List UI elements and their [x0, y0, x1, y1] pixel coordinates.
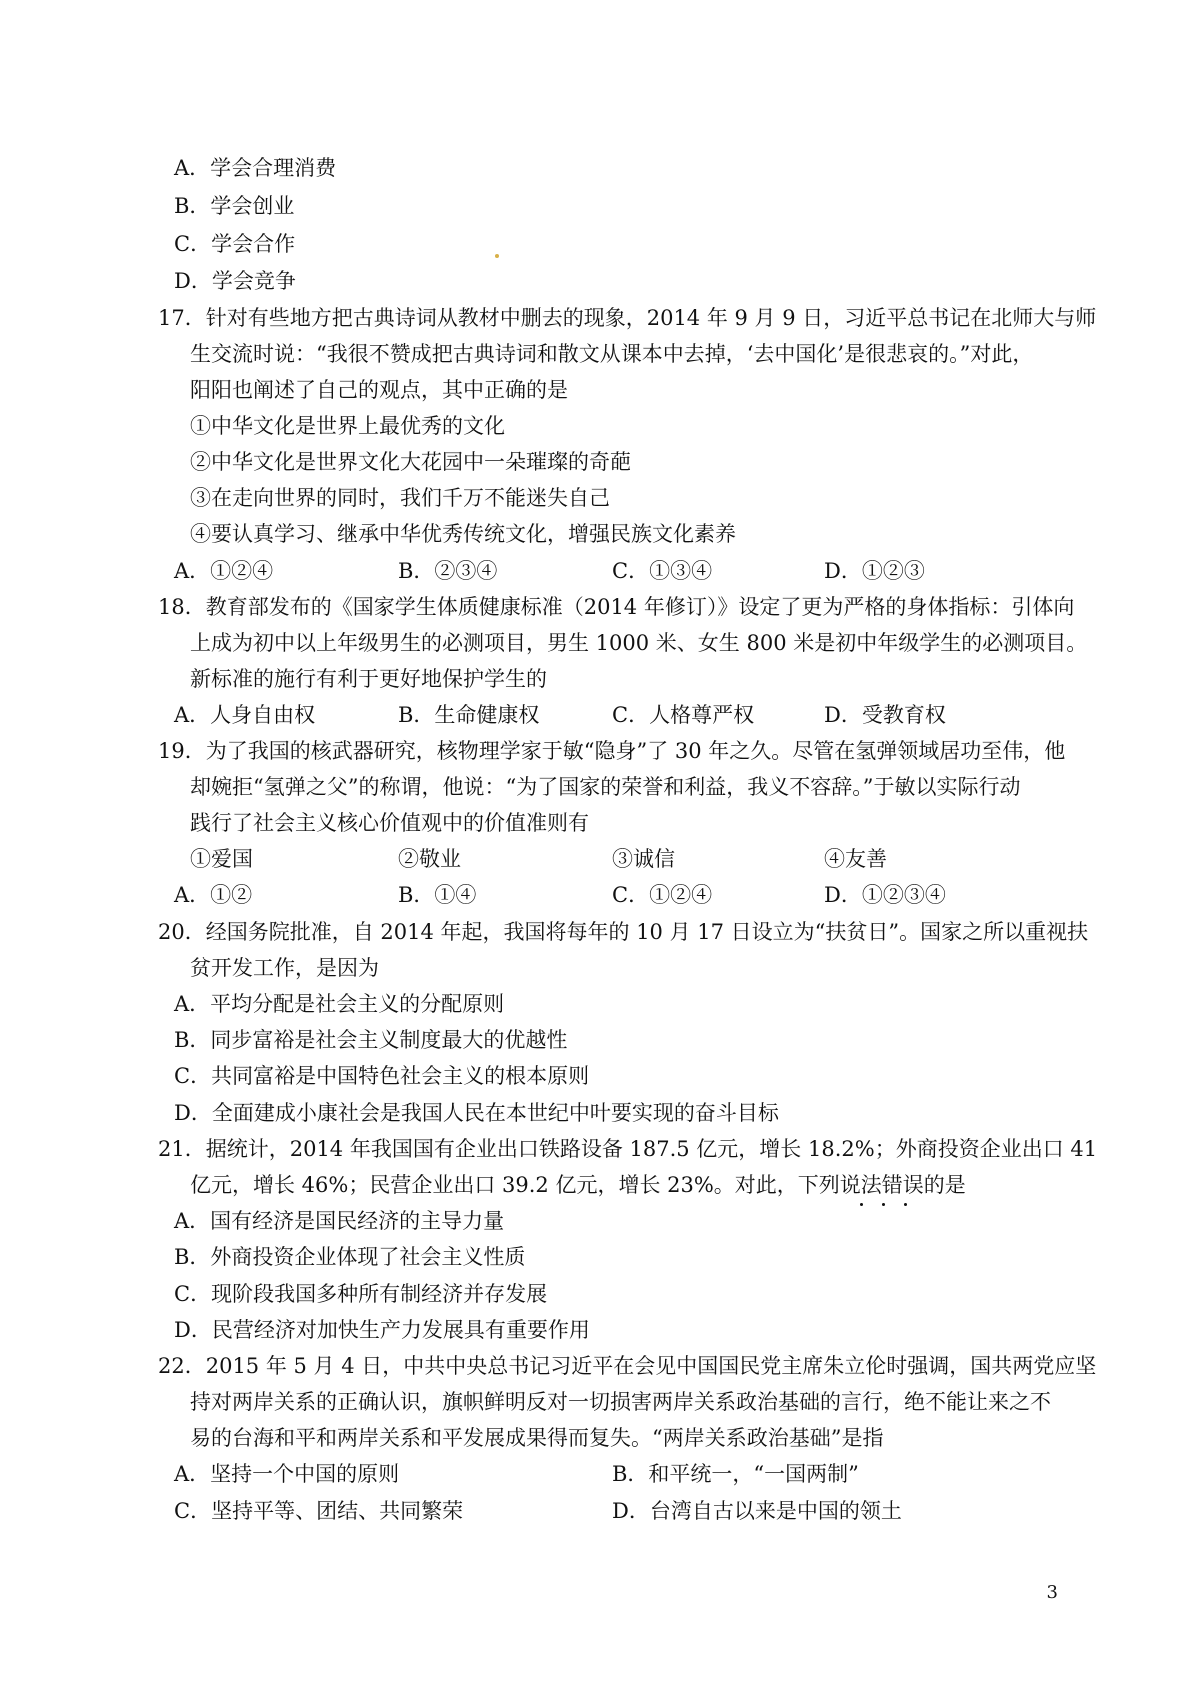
q22-option-b: B．和平统一，“一国两制” — [612, 1462, 859, 1486]
emphasis-dot — [904, 1203, 907, 1206]
q19-option-c: C．①②④ — [612, 883, 713, 907]
q22-text-line-3: 易的台海和平和两岸关系和平发展成果得而复失。“两岸关系政治基础”是指 — [190, 1426, 884, 1450]
q19-option-d: D．①②③④ — [824, 883, 946, 907]
q21-option-c: C．现阶段我国多种所有制经济并存发展 — [174, 1282, 548, 1306]
q18-text-line-1: 18．教育部发布的《国家学生体质健康标准（2014 年修订）》设定了更为严格的身体指标：引体向 — [158, 595, 1075, 619]
q22-option-d: D．台湾自古以来是中国的领土 — [612, 1499, 902, 1523]
q19-text-line-2: 却婉拒“氢弹之父”的称谓，他说：“为了国家的荣誉和利益，我义不容辞。”于敏以实际行动 — [190, 775, 1021, 799]
q20-text-line-2: 贫开发工作，是因为 — [190, 956, 379, 980]
q16-option-d: D．学会竞争 — [174, 269, 296, 293]
q21-option-a: A．国有经济是国民经济的主导力量 — [174, 1209, 505, 1233]
q19-option-b: B．①④ — [398, 883, 477, 907]
q21-text-line-1: 21．据统计，2014 年我国国有企业出口铁路设备 187.5 亿元，增长 18.2%；外商投资企业出口 41 — [158, 1137, 1098, 1161]
q16-option-b: B．学会创业 — [174, 194, 295, 218]
q20-option-b: B．同步富裕是社会主义制度最大的优越性 — [174, 1028, 568, 1052]
speck-mark — [495, 254, 499, 258]
q21-option-d: D．民营经济对加快生产力发展具有重要作用 — [174, 1318, 590, 1342]
q20-text-line-1: 20．经国务院批准，自 2014 年起，我国将每年的 10 月 17 日设立为“扶贫日”。国家之所以重视扶 — [158, 920, 1089, 944]
q21-option-b: B．外商投资企业体现了社会主义性质 — [174, 1245, 526, 1269]
q19-item-3: ③诚信 — [612, 847, 675, 871]
q17-option-a: A．①②④ — [174, 559, 274, 583]
q17-item-2: ②中华文化是世界文化大花园中一朵璀璨的奇葩 — [190, 450, 631, 474]
q18-option-a: A．人身自由权 — [174, 703, 316, 727]
q22-text-line-1: 22．2015 年 5 月 4 日，中共中央总书记习近平在会见中国国民党主席朱立伦时强调，国共两党应坚 — [158, 1354, 1097, 1378]
q20-option-c: C．共同富裕是中国特色社会主义的根本原则 — [174, 1064, 590, 1088]
q18-option-d: D．受教育权 — [824, 703, 946, 727]
emphasis-dot — [882, 1203, 885, 1206]
q19-option-a: A．①② — [174, 883, 253, 907]
q21-text-line-2: 亿元，增长 46%；民营企业出口 39.2 亿元，增长 23%。对此，下列说法错误的是 — [190, 1173, 966, 1197]
q19-item-1: ①爱国 — [190, 847, 253, 871]
q17-item-3: ③在走向世界的同时，我们千万不能迷失自己 — [190, 486, 610, 510]
q18-option-c: C．人格尊严权 — [612, 703, 755, 727]
q16-option-c: C．学会合作 — [174, 232, 296, 256]
q18-text-line-2: 上成为初中以上年级男生的必测项目，男生 1000 米、女生 800 米是初中年级学生的必测项目。 — [190, 631, 1088, 655]
q17-text-line-2: 生交流时说：“我很不赞成把古典诗词和散文从课本中去掉，‘去中国化’是很悲哀的。”对此， — [190, 342, 1034, 366]
q17-option-b: B．②③④ — [398, 559, 498, 583]
q17-option-d: D．①②③ — [824, 559, 925, 583]
emphasis-dot — [860, 1203, 863, 1206]
q19-item-2: ②敬业 — [398, 847, 461, 871]
q17-option-c: C．①③④ — [612, 559, 713, 583]
q20-option-a: A．平均分配是社会主义的分配原则 — [174, 992, 505, 1016]
q20-option-d: D．全面建成小康社会是我国人民在本世纪中叶要实现的奋斗目标 — [174, 1101, 779, 1125]
q19-text-line-1: 19．为了我国的核武器研究，核物理学家于敏“隐身”了 30 年之久。尽管在氢弹领域居功至伟，他 — [158, 739, 1066, 763]
q17-text-line-3: 阳阳也阐述了自己的观点，其中正确的是 — [190, 378, 568, 402]
q22-option-c: C．坚持平等、团结、共同繁荣 — [174, 1499, 464, 1523]
q17-item-4: ④要认真学习、继承中华优秀传统文化，增强民族文化素养 — [190, 522, 736, 546]
page-number: 3 — [1046, 1582, 1058, 1603]
q22-text-line-2: 持对两岸关系的正确认识，旗帜鲜明反对一切损害两岸关系政治基础的言行，绝不能让来之不 — [190, 1390, 1051, 1414]
q19-item-4: ④友善 — [824, 847, 887, 871]
q17-text-line-1: 17．针对有些地方把古典诗词从教材中删去的现象，2014 年 9 月 9 日，习近平总书记在北师大与师 — [158, 306, 1097, 330]
q22-option-a: A．坚持一个中国的原则 — [174, 1462, 400, 1486]
q17-item-1: ①中华文化是世界上最优秀的文化 — [190, 414, 505, 438]
q18-text-line-3: 新标准的施行有利于更好地保护学生的 — [190, 667, 547, 691]
q16-option-a: A．学会合理消费 — [174, 156, 337, 180]
q18-option-b: B．生命健康权 — [398, 703, 540, 727]
q19-text-line-3: 践行了社会主义核心价值观中的价值准则有 — [190, 811, 589, 835]
